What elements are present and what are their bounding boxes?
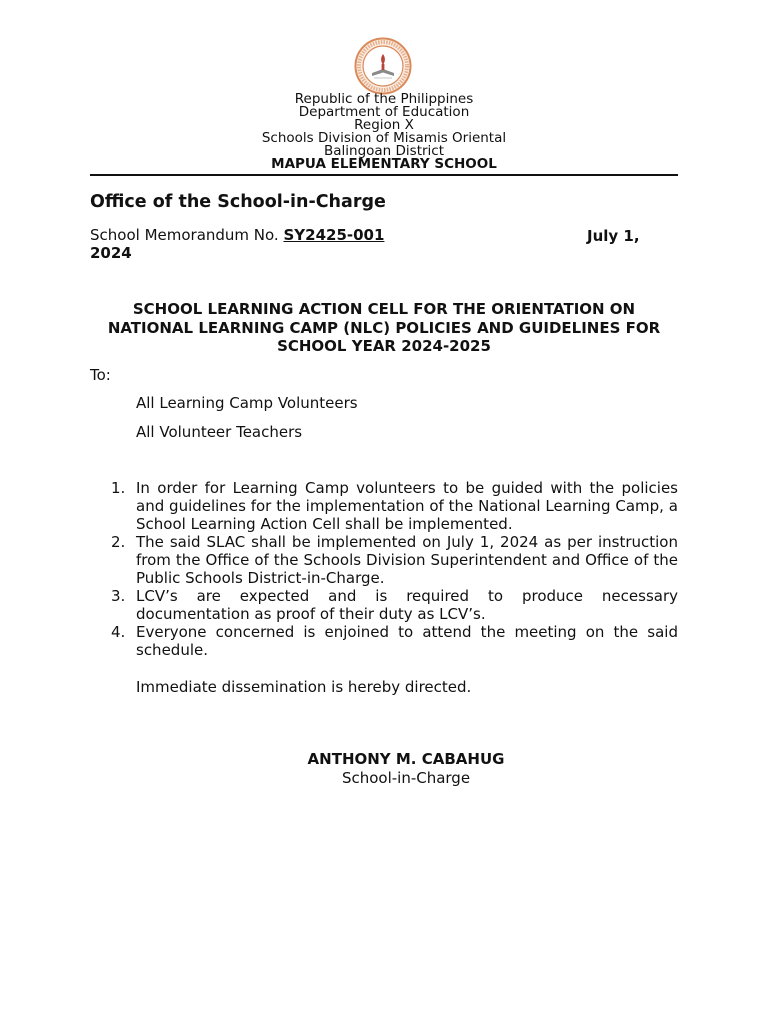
recipient: All Volunteer Teachers xyxy=(136,423,303,441)
memo-year: 2024 xyxy=(90,244,132,262)
memo-label: School Memorandum No. xyxy=(90,226,279,244)
list-item xyxy=(90,479,678,533)
item-text: Everyone concerned is enjoined to attend the meeting on the said schedule. xyxy=(136,623,678,659)
memo-reference xyxy=(90,227,650,244)
item-text: The said SLAC shall be implemented on July 1, 2024 as per instruction from the Office of the Schools Division Superintendent and Office of the Public Schools District-in-Charge. xyxy=(136,533,678,587)
item-text: LCV’s are expected and is required to produce necessary documentation as proof of their duty as LCV’s. xyxy=(136,587,678,623)
item-text: In order for Learning Camp volunteers to be guided with the policies and guidelines for the implementation of the National Learning Camp, a School Learning Action Cell shall be implemented. xyxy=(136,479,678,533)
header-line: Republic of the Philippines xyxy=(294,91,474,107)
list-item xyxy=(90,623,678,659)
office-title: Office of the School-in-Charge xyxy=(90,192,386,212)
dissemination-note: Immediate dissemination is hereby directed. xyxy=(136,678,472,696)
school-name: MAPUA ELEMENTARY SCHOOL xyxy=(271,156,497,172)
item-number: 3. xyxy=(111,587,126,605)
memo-number: SY2425-001 xyxy=(283,226,385,244)
signatory-block xyxy=(0,750,768,788)
signatory-name: ANTHONY M. CABAHUG xyxy=(307,750,505,768)
header-line: Department of Education xyxy=(298,104,470,120)
to-label: To: xyxy=(90,366,111,384)
recipient: All Learning Camp Volunteers xyxy=(136,394,358,412)
letterhead xyxy=(0,93,768,171)
item-number: 2. xyxy=(111,533,126,551)
item-number: 1. xyxy=(111,479,126,497)
memo-items xyxy=(90,479,678,659)
memo-date: July 1, xyxy=(587,227,640,245)
school-seal-icon xyxy=(354,37,412,95)
memo-subject: SCHOOL LEARNING ACTION CELL FOR THE ORIENTATION ON NATIONAL LEARNING CAMP (NLC) POLICIES AND GUIDELINES FOR SCHOOL YEAR 2024-2025 xyxy=(107,300,661,355)
item-number: 4. xyxy=(111,623,126,641)
header-divider xyxy=(90,174,678,176)
header-line: Schools Division of Misamis Oriental xyxy=(261,130,507,146)
header-line: Balingoan District xyxy=(323,143,445,159)
header-line: Region X xyxy=(354,117,414,133)
list-item xyxy=(90,533,678,587)
signatory-title: School-in-Charge xyxy=(341,769,471,787)
list-item xyxy=(90,587,678,623)
